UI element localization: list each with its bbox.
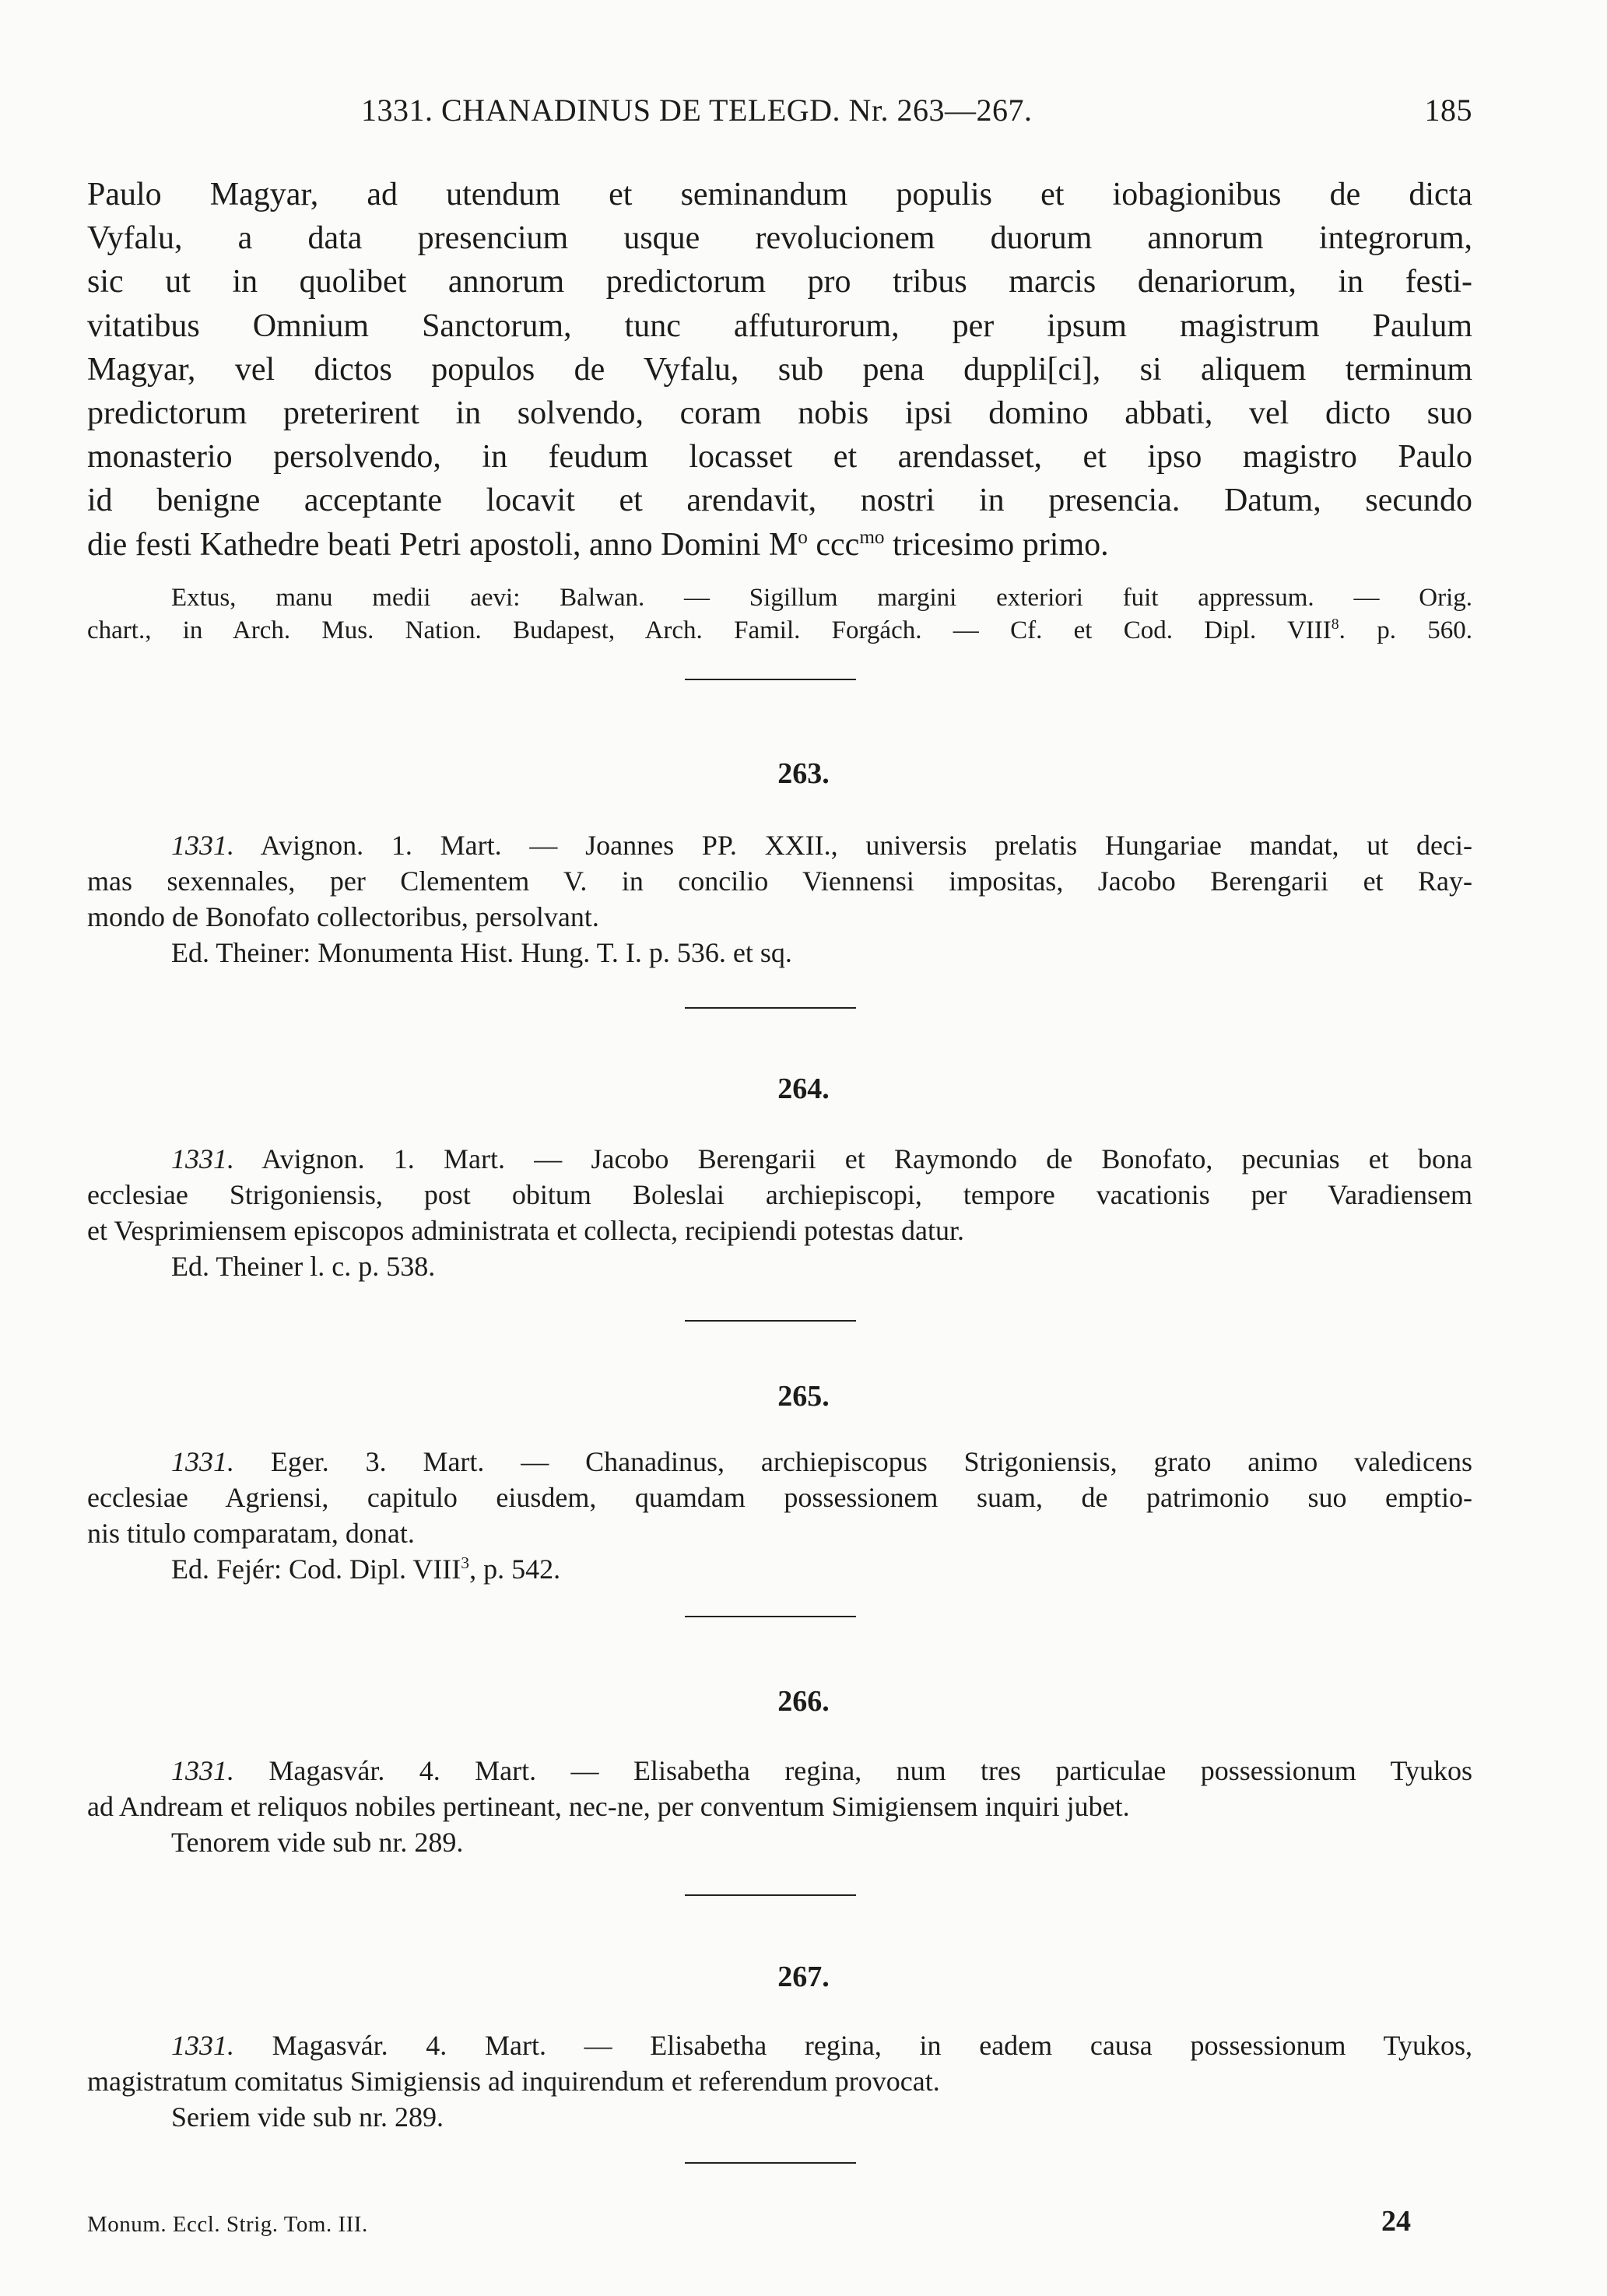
text-line-last — [87, 523, 1472, 567]
edition-reference: Ed. Theiner l. c. p. 538. — [171, 1251, 436, 1282]
entry-date: 1331. — [171, 1446, 234, 1477]
regest-line: mondo de Bonofato collectoribus, persolvant. — [87, 901, 599, 932]
text-fragment: die festi Kathedre beati Petri apostoli, anno Domini M — [87, 526, 798, 563]
text-line: monasterio persolvendo, in feudum locasset et arendasset, et ipso magistro Paulo — [87, 439, 1472, 476]
edition-reference: Tenorem vide sub nr. 289. — [171, 1827, 464, 1858]
regest-line: magistratum comitatus Simigiensis ad inquirendum et referendum provocat. — [87, 2066, 940, 2097]
entry-date: 1331. — [171, 2030, 234, 2061]
regest-line: et Vesprimiensem episcopos administrata et collecta, recipiendi potestas datur. — [87, 1215, 965, 1246]
superscript: o — [798, 526, 808, 548]
regest-line: ecclesiae Strigoniensis, post obitum Boleslai archiepiscopi, tempore vacationis per Varadiensem — [87, 1179, 1472, 1210]
text-fragment: Ed. Fejér: Cod. Dipl. VIII — [171, 1553, 461, 1585]
entry-number: 263. — [777, 757, 830, 790]
regest-entry — [87, 827, 1472, 971]
archival-note — [87, 581, 1472, 647]
entry-date: 1331. — [171, 1143, 234, 1174]
charter-text — [87, 173, 1472, 567]
text-line: predictorum preterirent in solvendo, coram nobis ipsi domino abbati, vel dicto suo — [87, 395, 1472, 432]
entry-date: 1331. — [171, 830, 234, 861]
page-number: 185 — [1424, 93, 1472, 128]
superscript: 3 — [461, 1553, 470, 1572]
text-fragment: Avignon. 1. Mart. — Joannes PP. XXII., universis prelatis Hungariae mandat, ut deci- — [234, 830, 1472, 861]
text-fragment: chart., in Arch. Mus. Nation. Budapest, Arch. Famil. Forgách. — Cf. et Cod. Dipl. VIII — [87, 616, 1332, 644]
superscript: 8 — [1331, 616, 1339, 633]
note-line-last — [87, 614, 1472, 647]
superscript: mo — [859, 526, 885, 548]
section-divider — [685, 1320, 856, 1322]
edition-reference — [87, 1551, 1472, 1587]
text-fragment: Magasvár. 4. Mart. — Elisabetha regina, num tres particulae possessionum Tyukos — [234, 1755, 1472, 1786]
text-line: Paulo Magyar, ad utendum et seminandum populis et iobagionibus de dicta — [87, 177, 1472, 212]
section-divider — [685, 679, 856, 680]
edition-reference: Ed. Theiner: Monumenta Hist. Hung. T. I. p. 536. et sq. — [171, 937, 792, 968]
entry-date: 1331. — [171, 1755, 234, 1786]
entry-number: 265. — [777, 1380, 830, 1413]
running-title: 1331. CHANADINUS DE TELEGD. Nr. 263—267. — [361, 93, 1033, 128]
regest-entry — [87, 2027, 1472, 2135]
text-line: Vyfalu, a data presencium usque revolucionem duorum annorum integrorum, — [87, 220, 1472, 257]
running-head — [87, 92, 1472, 131]
text-fragment: tricesimo primo. — [884, 526, 1109, 563]
section-divider — [685, 1894, 856, 1896]
regest-line — [87, 1444, 1472, 1480]
regest-line: ecclesiae Agriensi, capitulo eiusdem, quamdam possessionem suam, de patrimonio suo emptio- — [87, 1482, 1472, 1513]
regest-line: ad Andream et reliquos nobiles pertineant, nec-ne, per conventum Simigiensem inquiri jubet. — [87, 1791, 1130, 1822]
regest-line — [87, 1141, 1472, 1177]
text-line: Magyar, vel dictos populos de Vyfalu, sub pena duppli[ci], si aliquem terminum — [87, 351, 1472, 388]
text-fragment: ccc — [807, 526, 860, 563]
regest-line — [87, 827, 1472, 863]
regest-line — [87, 1753, 1472, 1789]
sheet-number: 24 — [1381, 2205, 1411, 2238]
entry-number: 264. — [777, 1073, 830, 1105]
footer-signature: Monum. Eccl. Strig. Tom. III. — [87, 2212, 368, 2237]
text-fragment: Eger. 3. Mart. — Chanadinus, archiepiscopus Strigoniensis, grato animo valedicens — [234, 1446, 1472, 1477]
edition-reference: Seriem vide sub nr. 289. — [171, 2101, 444, 2133]
section-divider — [685, 2162, 856, 2164]
entry-number: 266. — [777, 1685, 830, 1718]
regest-entry — [87, 1141, 1472, 1284]
regest-entry — [87, 1753, 1472, 1860]
regest-line: mas sexennales, per Clementem V. in concilio Viennensi impositas, Jacobo Berengarii et Ray- — [87, 865, 1472, 897]
text-fragment: Magasvár. 4. Mart. — Elisabetha regina, in eadem causa possessionum Tyukos, — [234, 2030, 1472, 2061]
text-line: vitatibus Omnium Sanctorum, tunc affuturorum, per ipsum magistrum Paulum — [87, 307, 1472, 344]
section-divider — [685, 1616, 856, 1617]
text-fragment: . p. 560. — [1339, 616, 1472, 644]
text-fragment: Avignon. 1. Mart. — Jacobo Berengarii et Raymondo de Bonofato, pecunias et bona — [234, 1143, 1472, 1174]
regest-entry — [87, 1444, 1472, 1587]
regest-line: nis titulo comparatam, donat. — [87, 1518, 415, 1549]
text-fragment: , p. 542. — [469, 1553, 561, 1585]
regest-line — [87, 2027, 1472, 2063]
section-divider — [685, 1007, 856, 1009]
note-line: Extus, manu medii aevi: Balwan. — Sigillum margini exteriori fuit appressum. — Orig. — [171, 584, 1472, 612]
entry-number: 267. — [777, 1961, 830, 1993]
text-line: sic ut in quolibet annorum predictorum pro tribus marcis denariorum, in festi- — [87, 264, 1472, 300]
text-line: id benigne acceptante locavit et arendavit, nostri in presencia. Datum, secundo — [87, 483, 1472, 519]
